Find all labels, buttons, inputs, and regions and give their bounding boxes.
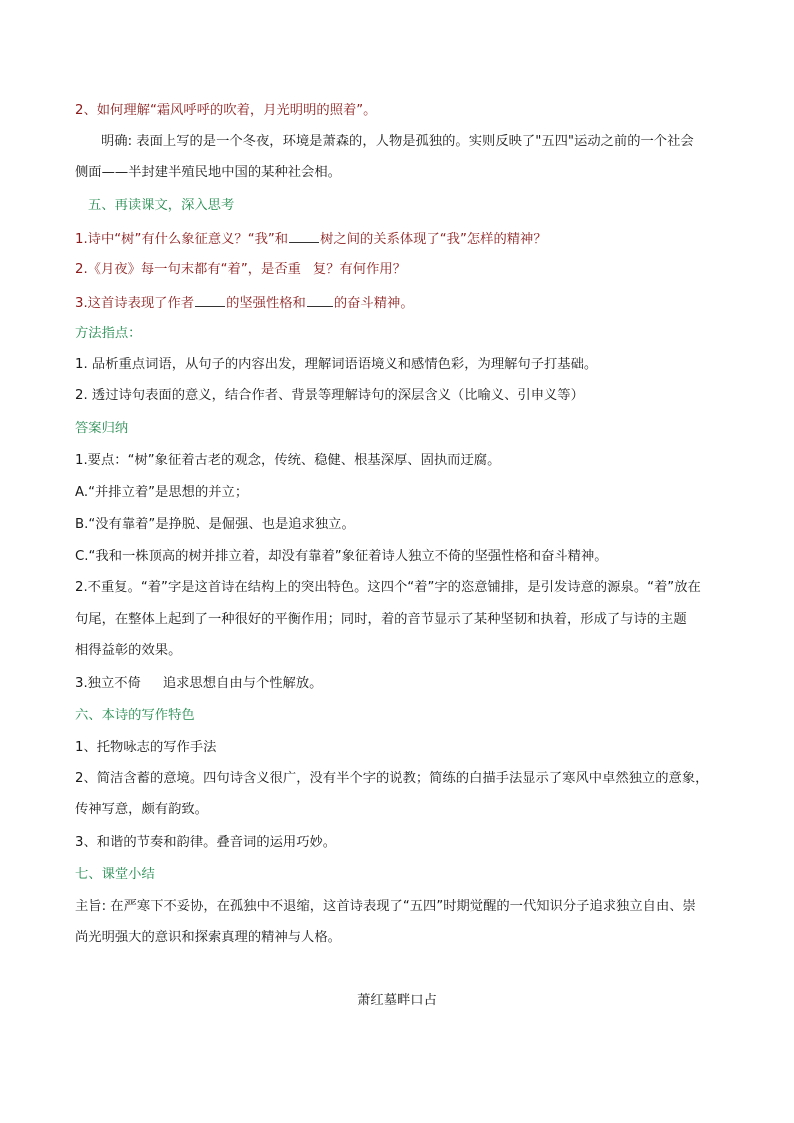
- summary-line1: 主旨: 在严寒下不妥协，在孤独中不退缩，这首诗表现了“五四”时期觉醒的一代知识分子追求独立自由、崇: [75, 899, 696, 914]
- section5-q3: [75, 292, 725, 314]
- answer2-line2: 句尾，在整体上起到了一种很好的平衡作用；同时，着的音节显示了某种坚韧和执着，形成了与诗的主题: [75, 612, 687, 627]
- method-item1: 1. 品析重点词语，从句子的内容出发，理解词语语境义和感情色彩，为理解句子打基础。: [75, 357, 598, 372]
- section5-heading: 五、再读课文，深入思考: [88, 198, 235, 213]
- section5-q2: [75, 260, 725, 280]
- answer2-line1: 2.不重复。“着”字是这首诗在结构上的突出特色。这四个“着”字的恣意铺排，是引发诗意的源泉。“着”放在: [75, 580, 701, 595]
- summary-line2: 尚光明强大的意识和探索真理的精神与人格。: [75, 930, 341, 945]
- q2-answer-line1: 明确: 表面上写的是一个冬夜，环境是萧森的，人物是孤独的。实则反映了"五四"运动之前的一个社会: [101, 134, 694, 149]
- section5-q2-part1: 2.《月夜》每一句末都有“着”，是否重: [75, 262, 301, 277]
- answer1-a: A.“并排立着”是思想的并立；: [75, 485, 249, 500]
- section7-heading: 七、课堂小结: [75, 867, 155, 882]
- answer2-line3: 相得益彰的效果。: [75, 643, 182, 658]
- method-heading: 方法指点：: [75, 326, 142, 341]
- answer1-c: C.“我和一株顶高的树并排立着，却没有靠着”象征着诗人独立不倚的坚强性格和奋斗精神。: [75, 549, 608, 564]
- section6-item1: 1、托物咏志的写作手法: [75, 740, 217, 755]
- section6-item2-line2: 传神写意，颇有韵致。: [75, 802, 208, 817]
- q2-answer-line2: 侧面——半封建半殖民地中国的某种社会相。: [75, 165, 341, 180]
- section6-heading: 六、本诗的写作特色: [75, 708, 195, 723]
- answer3: [75, 674, 725, 694]
- next-article-title: 萧红墓畔口占: [357, 993, 437, 1008]
- fill-blank: [289, 228, 319, 243]
- q2-title: 2、如何理解“霜风呼呼的吹着，月光明明的照着”。: [75, 103, 377, 118]
- section6-item3: 3、和谐的节奏和韵律。叠音词的运用巧妙。: [75, 835, 337, 850]
- method-item2: 2. 透过诗句表面的意义，结合作者、背景等理解诗句的深层含义（比喻义、引申义等）: [75, 388, 584, 403]
- answer1: 1.要点：“树”象征着古老的观念，传统、稳健、根基深厚、固执而迂腐。: [75, 453, 501, 468]
- answer1-b: B.“没有靠着”是挣脱、是倔强、也是追求独立。: [75, 517, 355, 532]
- fill-blank: [195, 292, 225, 307]
- answer3-part1: 3.独立不倚: [75, 676, 141, 691]
- section6-item2-line1: 2、简洁含蓄的意境。四句诗含义很广，没有半个字的说教；简练的白描手法显示了寒风中卓然独立的意象，: [75, 771, 709, 786]
- section5-q2-part2: 复？有何作用？: [312, 262, 406, 277]
- section5-q3-part2: 的坚强性格和: [226, 296, 306, 311]
- fill-blank: [307, 292, 333, 307]
- section5-q1-part2: 树之间的关系体现了“我”怎样的精神？: [320, 232, 547, 247]
- section5-q3-part1: 3.这首诗表现了作者: [75, 296, 195, 311]
- section5-q1: [75, 228, 725, 250]
- section5-q3-part3: 的奋斗精神。: [333, 296, 414, 311]
- answers-heading: 答案归纳: [75, 421, 129, 436]
- answer3-part2: 追求思想自由与个性解放。: [162, 676, 323, 691]
- section5-q1-part1: 1.诗中“树”有什么象征意义？“我”和: [75, 232, 289, 247]
